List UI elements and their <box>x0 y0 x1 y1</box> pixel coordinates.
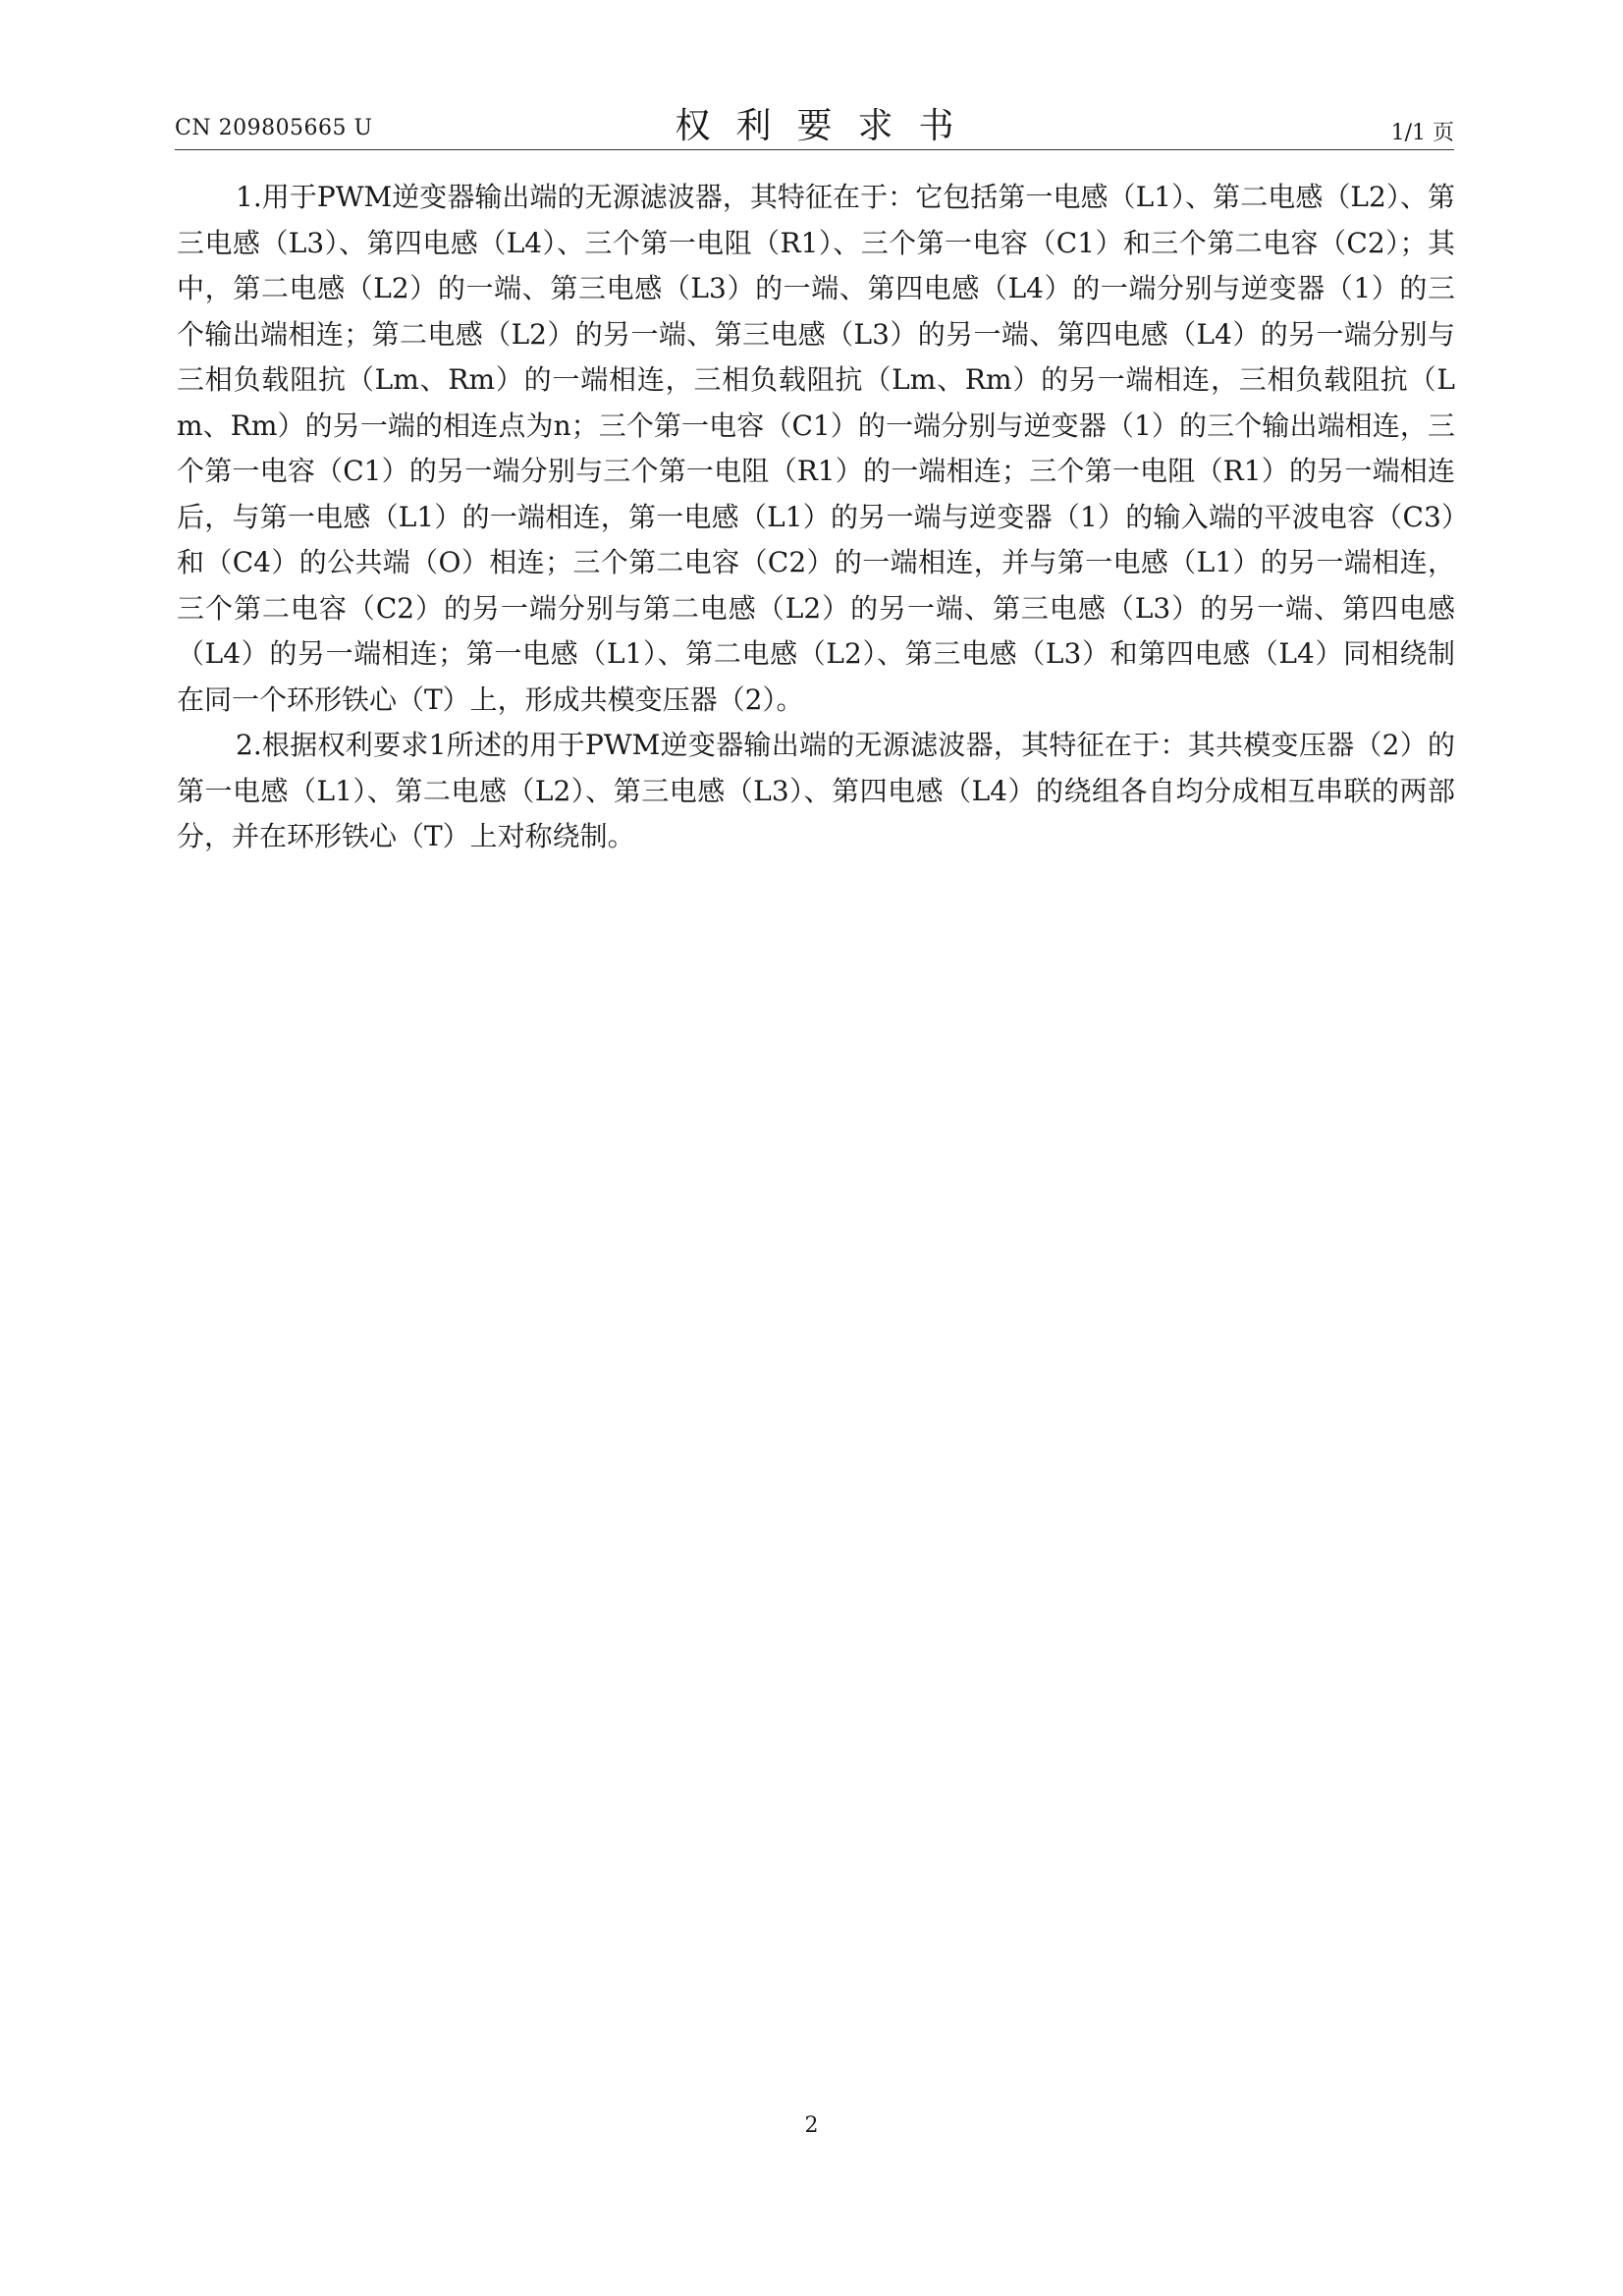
page-count: 1/1 页 <box>1390 121 1454 145</box>
header-divider <box>175 149 1454 150</box>
page-number: 2 <box>804 2113 819 2138</box>
document-title: 权利要求书 <box>675 106 980 146</box>
claim-2: 2.根据权利要求1所述的用于PWM逆变器输出端的无源滤波器，其特征在于：其共模变压器（2）的第一电感（L1）、第二电感（L2）、第三电感（L3）、第四电感（L4）的绕组各自均分成相互串联的两部分，并在环形铁心（T）上对称绕制。 <box>177 729 1455 852</box>
claims-body <box>177 175 1455 860</box>
publication-number: CN 209805665 U <box>175 116 373 140</box>
claim-1: 1.用于PWM逆变器输出端的无源滤波器，其特征在于：它包括第一电感（L1）、第二电感（L2）、第三电感（L3）、第四电感（L4）、三个第一电阻（R1）、三个第一电容（C1）和三个第二电容（C2）；其中，第二电感（L2）的一端、第三电感（L3）的一端、第四电感（L4）的一端分别与逆变器（1）的三个输出端相连；第二电感（L2）的另一端、第三电感（L3）的另一端、第四电感（L4）的另一端分别与三相负载阻抗（Lm、Rm）的一端相连，三相负载阻抗（Lm、Rm）的另一端相连，三相负载阻抗（Lm、Rm）的另一端的相连点为n；三个第一电容（C1）的一端分别与逆变器（1）的三个输出端相连，三个第一电容（C1）的另一端分别与三个第一电阻（R1）的一端相连；三个第一电阻（R1）的另一端相连后，与第一电感（L1）的一端相连，第一电感（L1）的另一端与逆变器（1）的输入端的平波电容（C3）和（C4）的公共端（O）相连；三个第二电容（C2）的一端相连，并与第一电感（L1）的另一端相连，三个第二电容（C2）的另一端分别与第二电感（L2）的另一端、第三电感（L3）的另一端、第四电感（L4）的另一端相连；第一电感（L1）、第二电感（L2）、第三电感（L3）和第四电感（L4）同相绕制在同一个环形铁心（T）上，形成共模变压器（2）。 <box>177 181 1455 716</box>
document-header <box>175 98 1454 147</box>
